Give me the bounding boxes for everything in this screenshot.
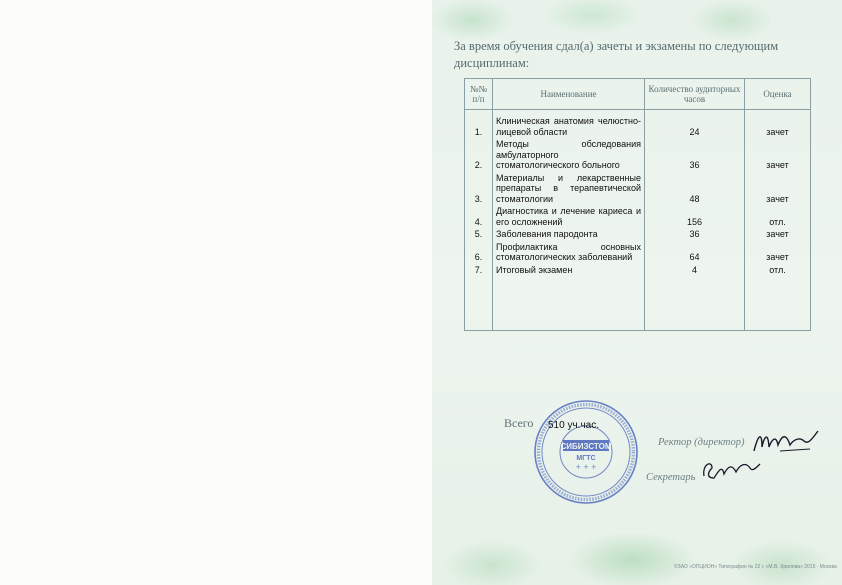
svg-text:+ + +: + + + <box>575 462 597 472</box>
secretary-signature <box>698 454 762 486</box>
discipline-hours: 36 <box>645 138 745 172</box>
table-row <box>465 241 811 264</box>
discipline-grade: зачет <box>745 172 811 206</box>
empty-cell <box>493 276 645 331</box>
empty-cell <box>645 276 745 331</box>
discipline-hours: 48 <box>645 172 745 206</box>
grade-column-header: Оценка <box>745 79 811 110</box>
total-label: Всего <box>504 416 534 430</box>
table-row <box>465 110 811 139</box>
discipline-hours: 156 <box>645 205 745 228</box>
row-number: 4. <box>465 205 493 228</box>
row-number: 6. <box>465 241 493 264</box>
discipline-name: Профилактика основных стоматологических заболеваний <box>493 241 645 264</box>
svg-text:МГТС: МГТС <box>576 455 596 462</box>
table-row <box>465 264 811 277</box>
discipline-name: Клиническая анатомия челюстно-лицевой области <box>493 110 645 139</box>
intro-text: За время обучения сдал(а) зачеты и экзамены по следующим дисциплинам: <box>454 39 779 70</box>
discipline-grade: отл. <box>745 205 811 228</box>
empty-table-row <box>465 276 811 331</box>
discipline-name: Материалы и лекарственные препараты в терапевтической стоматологии <box>493 172 645 206</box>
total-hours: 510 уч.час. <box>548 420 600 431</box>
table-row <box>465 172 811 206</box>
grades-table-header <box>465 79 811 110</box>
table-row <box>465 138 811 172</box>
row-number: 1. <box>465 110 493 139</box>
discipline-name: Заболевания пародонта <box>493 228 645 241</box>
table-row <box>465 228 811 241</box>
row-number: 5. <box>465 228 493 241</box>
table-row <box>465 205 811 228</box>
grades-table <box>464 78 811 331</box>
discipline-grade: отл. <box>745 264 811 277</box>
discipline-hours: 4 <box>645 264 745 277</box>
discipline-grade: зачет <box>745 138 811 172</box>
num-column-header: №№ п/п <box>465 79 493 110</box>
discipline-hours: 36 <box>645 228 745 241</box>
rector-label: Ректор (директор) <box>658 437 745 448</box>
secretary-label: Секретарь <box>646 472 696 483</box>
hours-column-header: Количество аудиторных часов <box>645 79 745 110</box>
row-number: 3. <box>465 172 493 206</box>
discipline-hours: 64 <box>645 241 745 264</box>
name-column-header: Наименование <box>493 79 645 110</box>
official-stamp <box>532 398 640 506</box>
discipline-hours: 24 <box>645 110 745 139</box>
discipline-grade: зачет <box>745 228 811 241</box>
discipline-name: Методы обследования амбулаторного стоматологического больного <box>493 138 645 172</box>
row-number: 7. <box>465 264 493 277</box>
diploma-supplement-page <box>432 0 842 585</box>
discipline-grade: зачет <box>745 110 811 139</box>
svg-text:СИБИЗСТОМ: СИБИЗСТОМ <box>560 442 612 451</box>
empty-cell <box>745 276 811 331</box>
discipline-grade: зачет <box>745 241 811 264</box>
discipline-name: Диагностика и лечение кариеса и его осложнений <box>493 205 645 228</box>
printer-imprint: ©ЗАО «ОПЦИОН» Типография № 22 г. «М.В. Хрилева» 2015 · Москва <box>674 564 837 570</box>
discipline-name: Итоговый экзамен <box>493 264 645 277</box>
row-number: 2. <box>465 138 493 172</box>
empty-cell <box>465 276 493 331</box>
